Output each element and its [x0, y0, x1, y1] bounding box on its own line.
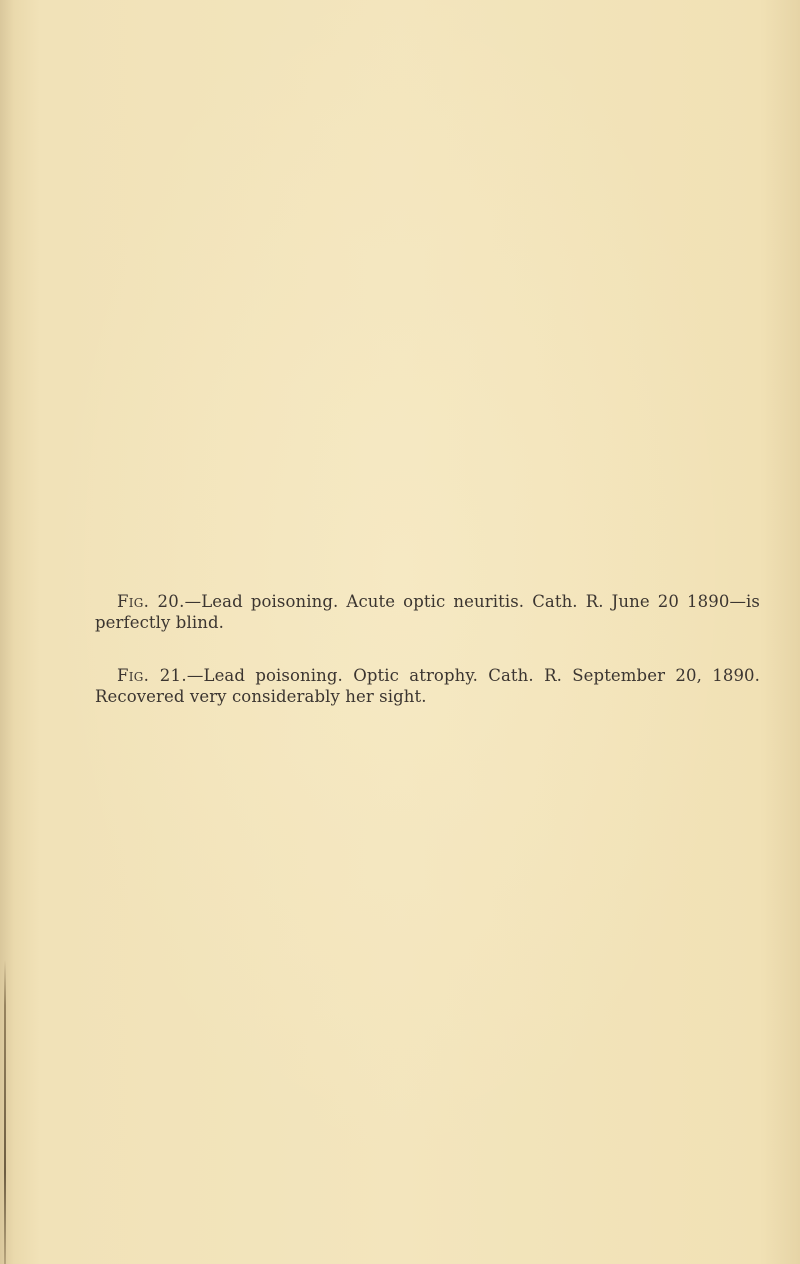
figure-caption-20 — [95, 591, 760, 633]
figure-caption-text-20: —Lead poisoning. Acute optic neuritis. Cath. R. June 20 1890—is perfectly blind. — [95, 591, 760, 632]
figure-caption-21 — [95, 665, 760, 707]
figure-label-20: Fig. 20. — [117, 591, 185, 611]
binding-edge — [4, 960, 6, 1264]
figure-caption-text-21: —Lead poisoning. Optic atrophy. Cath. R. September 20, 1890. Recovered very considerably her sight. — [95, 665, 761, 706]
figure-label-21: Fig. 21. — [117, 665, 187, 685]
